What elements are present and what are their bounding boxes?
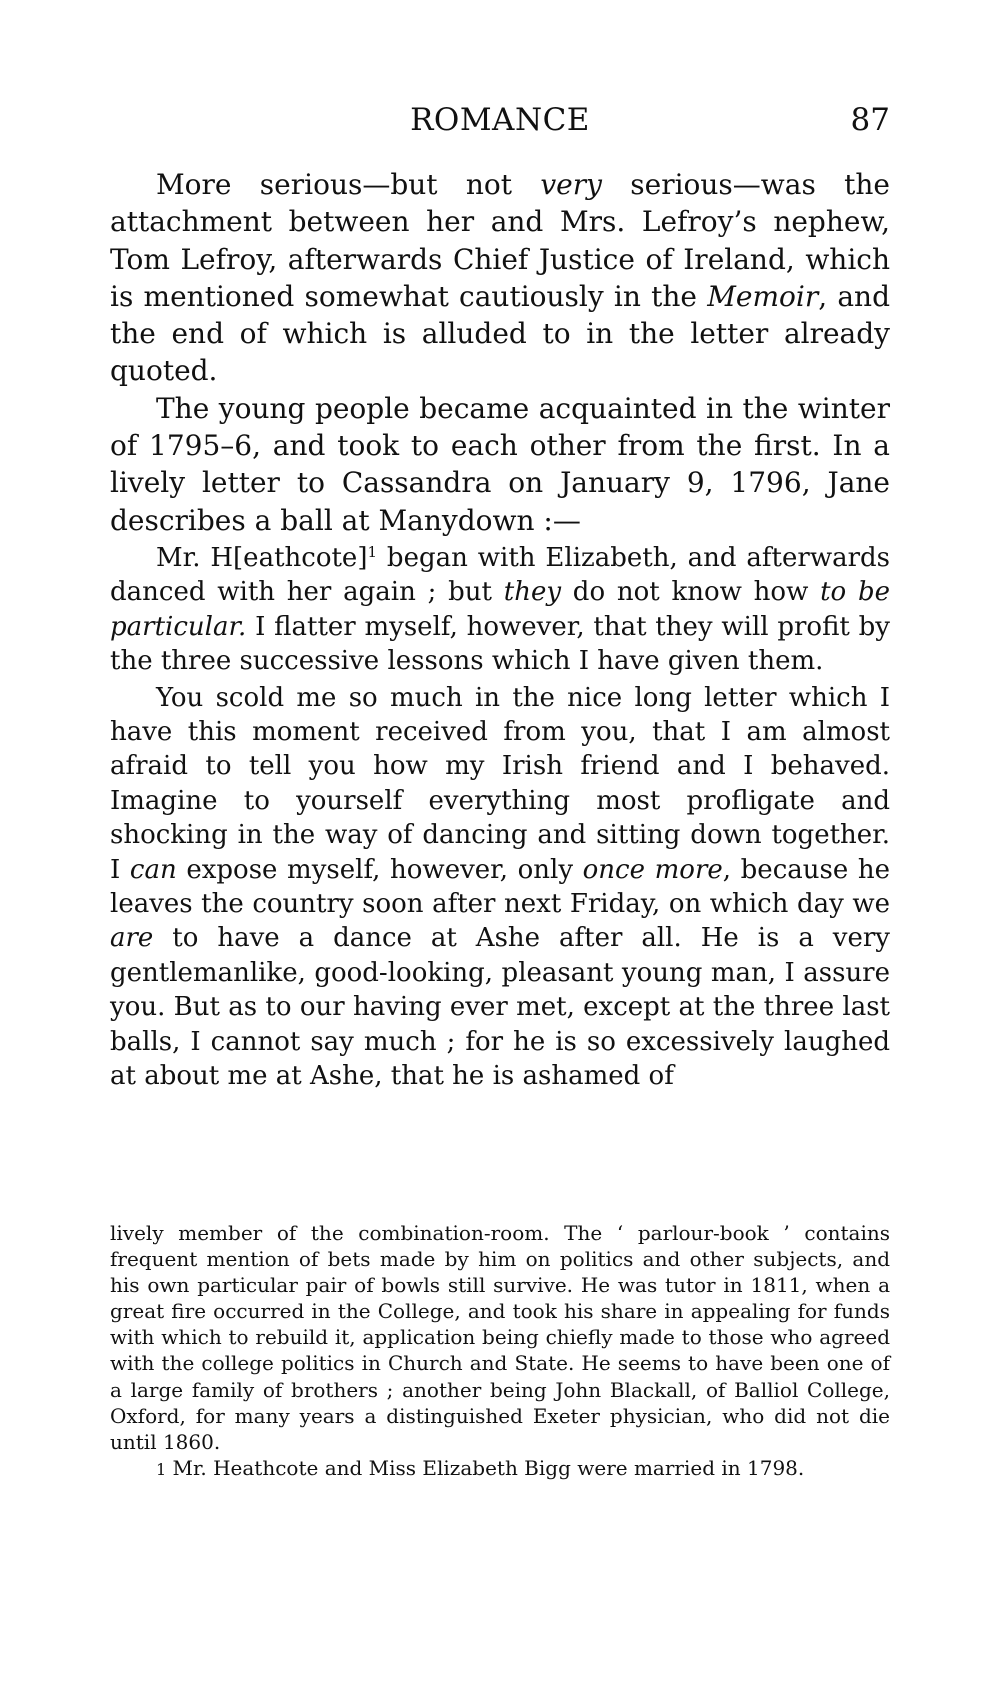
text-run: I flatter myself, however, that they will profit by the three successive lessons which I have given them.	[110, 611, 890, 677]
footnote-1	[110, 1455, 890, 1483]
italic-run: Memoir	[707, 279, 819, 313]
narrative	[110, 166, 890, 539]
running-head	[110, 100, 890, 140]
text-run: to have a dance at Ashe after all. He is a very gentlemanlike, good-looking, pleasant young man, I assure you. But as to our having ever met, except at the three last balls, I cannot say much ; for he is so excessively laughed at about me at Ashe, that he is ashamed of	[110, 923, 890, 1092]
footnote-continued: lively member of the combination-room. The ‘ parlour-book ’ contains frequent mention of bets made by him on politics and other subjects, and his own particular pair of bowls still survive. He was tutor in 1811, when a great fire occurred in the College, and took his share in appealing for funds with which to rebuild it, application being chiefly made to those who agreed with the college politics in Church and State. He seems to have been one of a large family of brothers ; another being John Blackall, of Balliol College, Oxford, for many years a distinguished Exeter physician, who did not die until 1860.	[110, 1221, 890, 1454]
footnote-reference[interactable]: 1	[367, 542, 378, 561]
text-run: , because he leaves the country soon after next Friday, on which day we	[110, 854, 890, 920]
footnote-marker: 1	[156, 1459, 167, 1479]
page-number: 87	[850, 102, 890, 138]
italic-run: once more	[582, 854, 723, 885]
text-run: began with Elizabeth, and afterwards danced with her again ; but	[110, 542, 890, 608]
italic-run: very	[540, 168, 602, 201]
footnote-text: Mr. Heathcote and Miss Elizabeth Bigg were married in 1798.	[166, 1455, 805, 1480]
text-run: You scold me so much in the nice long letter which I have this moment received from you, that I am almost afraid to tell you how my Irish friend and I behaved. Imagine to yourself everything most profligate and shocking in the way of dancing and sitting down together. I	[110, 682, 890, 885]
quote-paragraph-heathcote	[110, 541, 890, 679]
text-run: do not know how	[561, 577, 821, 608]
text-run: More serious—but not	[156, 168, 541, 201]
text-run: serious—was the attachment between her and Mrs. Lefroy’s nephew, Tom Lefroy, afterwards Chief Justice of Ireland, which is mentioned somewhat cautiously in the	[110, 168, 890, 313]
letter-quotation	[110, 541, 890, 1094]
paragraph-ball-at-manydown: The young people became acquainted in the winter of 1795–6, and took to each other from the first. In a lively letter to Cassandra on January 9, 1796, Jane describes a ball at Manydown :—	[110, 391, 890, 537]
italic-run: can	[129, 854, 177, 885]
text-run: Mr. H[eathcote]	[156, 542, 368, 573]
italic-run: are	[110, 923, 154, 954]
quote-paragraph-irish-friend	[110, 681, 890, 1094]
italic-run: they	[503, 577, 562, 608]
paragraph-lefroy-attachment	[110, 166, 890, 390]
body-text	[110, 166, 890, 1093]
text-run: expose myself, however, only	[176, 854, 583, 885]
text-run: , and the end of which is alluded to in the letter already quoted.	[110, 279, 890, 388]
italic-run: to be particular.	[110, 577, 890, 642]
running-title: ROMANCE	[410, 102, 590, 138]
footnotes	[110, 1220, 890, 1483]
